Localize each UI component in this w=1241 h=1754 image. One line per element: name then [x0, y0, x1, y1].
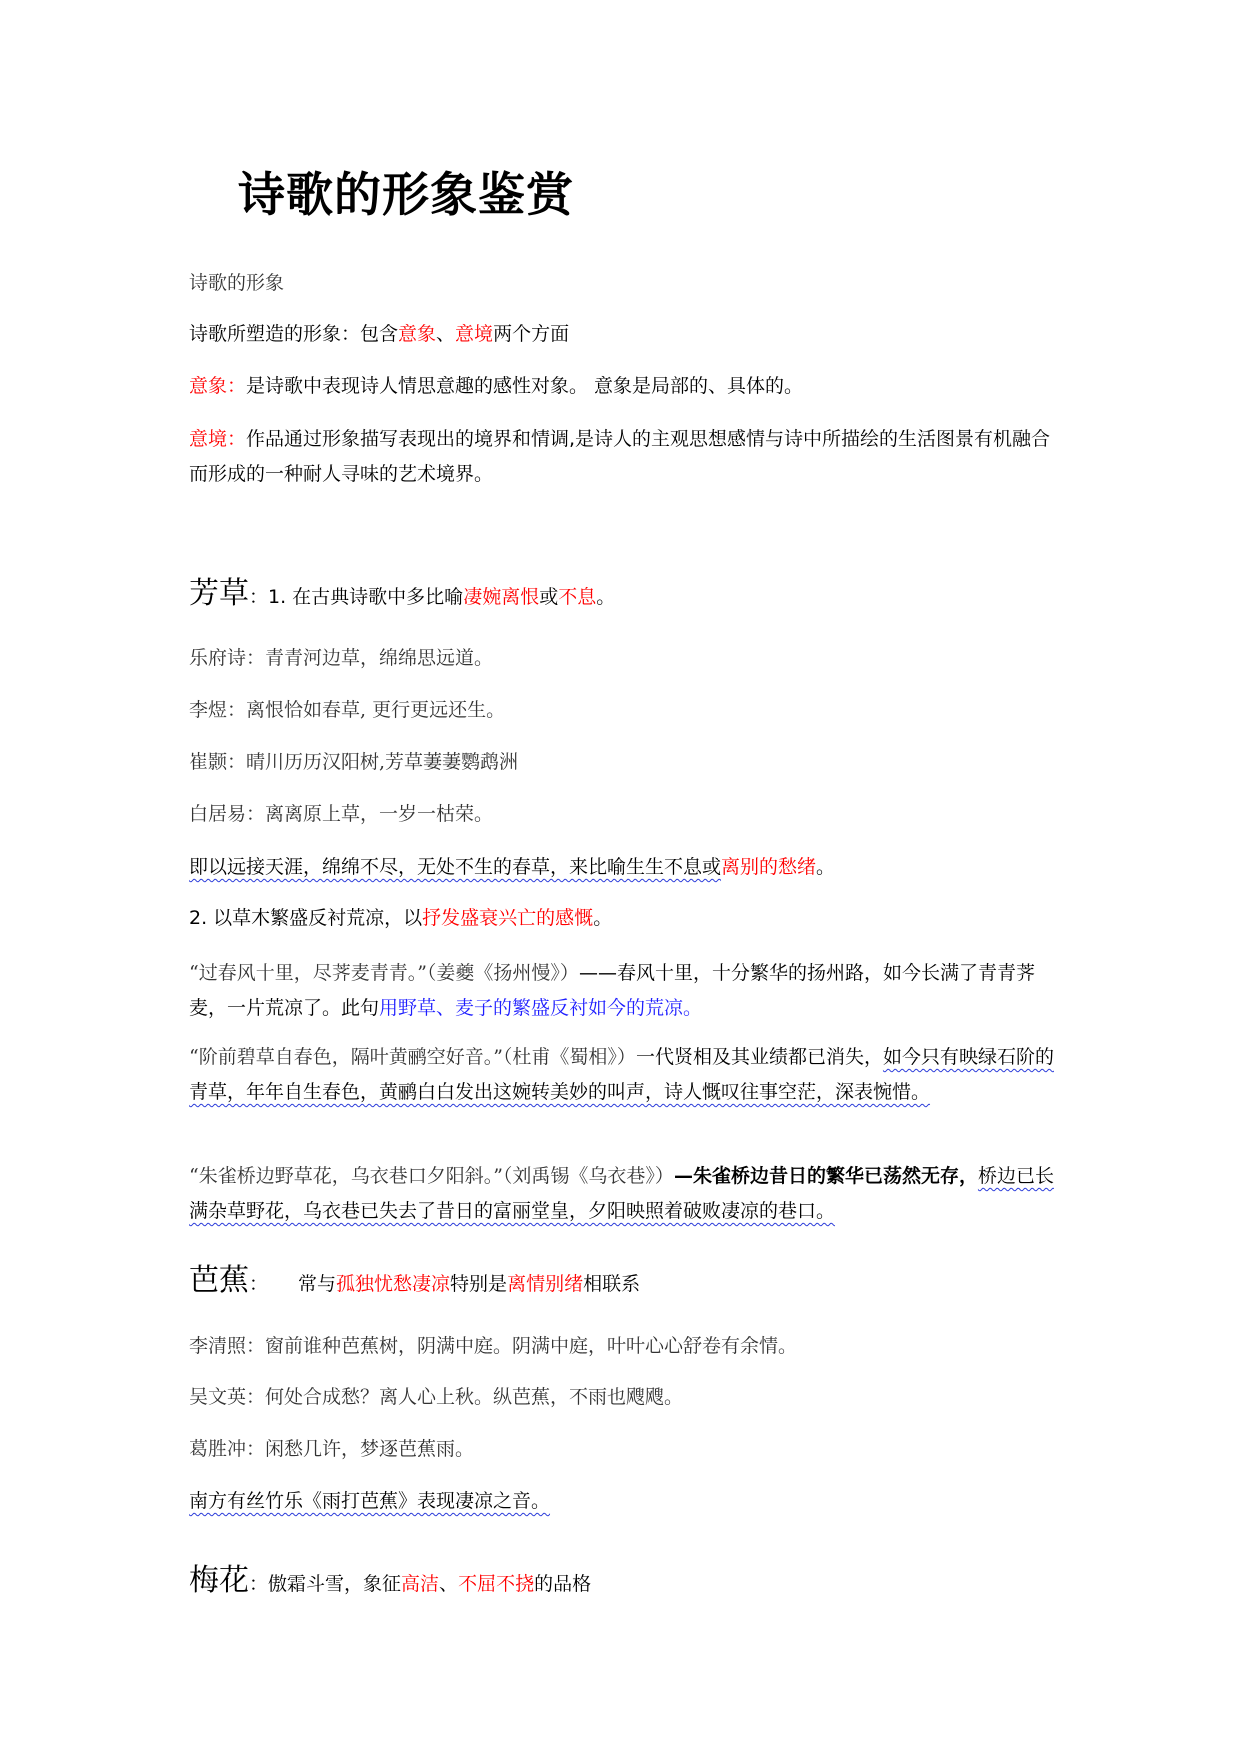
intro-line: 诗歌所塑造的形象：包含意象、意境两个方面: [189, 323, 570, 345]
fangcao-point1: 1. 在古典诗歌中多比喻凄婉离恨或不息。: [268, 586, 616, 608]
page-title: 诗歌的形象鉴赏: [238, 168, 574, 223]
intro-highlight-yijing: 意境: [455, 323, 494, 345]
bajiao-heading-line: 芭蕉： 常与孤独忧愁凄凉特别是离情别绪相联系: [189, 1263, 641, 1298]
fangcao-summary: 即以远接天涯，绵绵不尽，无处不生的春草，来比喻生生不息或离别的愁绪。: [189, 856, 836, 878]
subtitle: 诗歌的形象: [189, 272, 285, 294]
bajiao-desc: 常与孤独忧愁凄凉特别是离情别绪相联系: [298, 1273, 641, 1295]
bajiao-quote: 葛胜冲：闲愁几许，梦逐芭蕉雨。: [189, 1438, 475, 1460]
fangcao-example-shuxiang: “阶前碧草自春色，隔叶黄鹂空好音。”（杜甫《蜀相》）一代贤相及其业绩都已消失，如今只有映绿石阶的青草，年年自生春色，黄鹂白白发出这婉转美妙的叫声，诗人慨叹往事空茫，深表惋惜。: [189, 1046, 1054, 1103]
fangcao-example-wuyixiang: “朱雀桥边野草花，乌衣巷口夕阳斜。”（刘禹锡《乌衣巷》）—朱雀桥边昔日的繁华已荡然无存，桥边已长满杂草野花，乌衣巷已失去了昔日的富丽堂皇，夕阳映照着破败凄凉的巷口。: [189, 1165, 1054, 1222]
fangcao-point2: 2. 以草木繁盛反衬荒凉，以抒发盛衰兴亡的感慨。: [189, 907, 613, 929]
fangcao-heading-line: 芳草：1. 在古典诗歌中多比喻凄婉离恨或不息。: [189, 576, 616, 611]
yijing-definition: 意境：作品通过形象描写表现出的境界和情调,是诗人的主观思想感情与诗中所描绘的生活图景有机融合而形成的一种耐人寻味的艺术境界。: [189, 428, 1051, 485]
bajiao-quote: 吴文英：何处合成愁？离人心上秋。纵芭蕉，不雨也飕飕。: [189, 1386, 684, 1408]
bajiao-quote: 李清照：窗前谁种芭蕉树，阴满中庭。阴满中庭，叶叶心心舒卷有余情。: [189, 1335, 798, 1357]
yixiang-definition: 意象：是诗歌中表现诗人情思意趣的感性对象。 意象是局部的、具体的。: [189, 375, 804, 397]
yijing-label: 意境：: [189, 428, 247, 450]
meihua-desc: 傲霜斗雪，象征高洁、不屈不挠的品格: [268, 1573, 592, 1595]
fangcao-quote: 崔颢：晴川历历汉阳树,芳草萋萋鹦鹉洲: [189, 751, 519, 773]
fangcao-quote: 白居易：离离原上草，一岁一枯荣。: [189, 803, 494, 825]
fangcao-quote: 李煜：离恨恰如春草, 更行更远还生。: [189, 699, 506, 721]
intro-highlight-yixiang: 意象: [398, 323, 437, 345]
yixiang-label: 意象：: [189, 375, 247, 397]
fangcao-heading: 芳草: [189, 576, 249, 611]
fangcao-example-yangzhoumanu: “过春风十里，尽荠麦青青。”（姜夔《扬州慢》）——春风十里，十分繁华的扬州路，如今长满了青青荠麦，一片荒凉了。此句用野草、麦子的繁盛反衬如今的荒凉。: [189, 962, 1035, 1019]
bajiao-heading: 芭蕉: [189, 1263, 249, 1298]
bajiao-summary: 南方有丝竹乐《雨打芭蕉》表现凄凉之音。: [189, 1490, 551, 1512]
fangcao-quote: 乐府诗：青青河边草，绵绵思远道。: [189, 647, 494, 669]
meihua-heading-line: 梅花：傲霜斗雪，象征高洁、不屈不挠的品格: [189, 1563, 592, 1598]
meihua-heading: 梅花: [189, 1563, 249, 1598]
